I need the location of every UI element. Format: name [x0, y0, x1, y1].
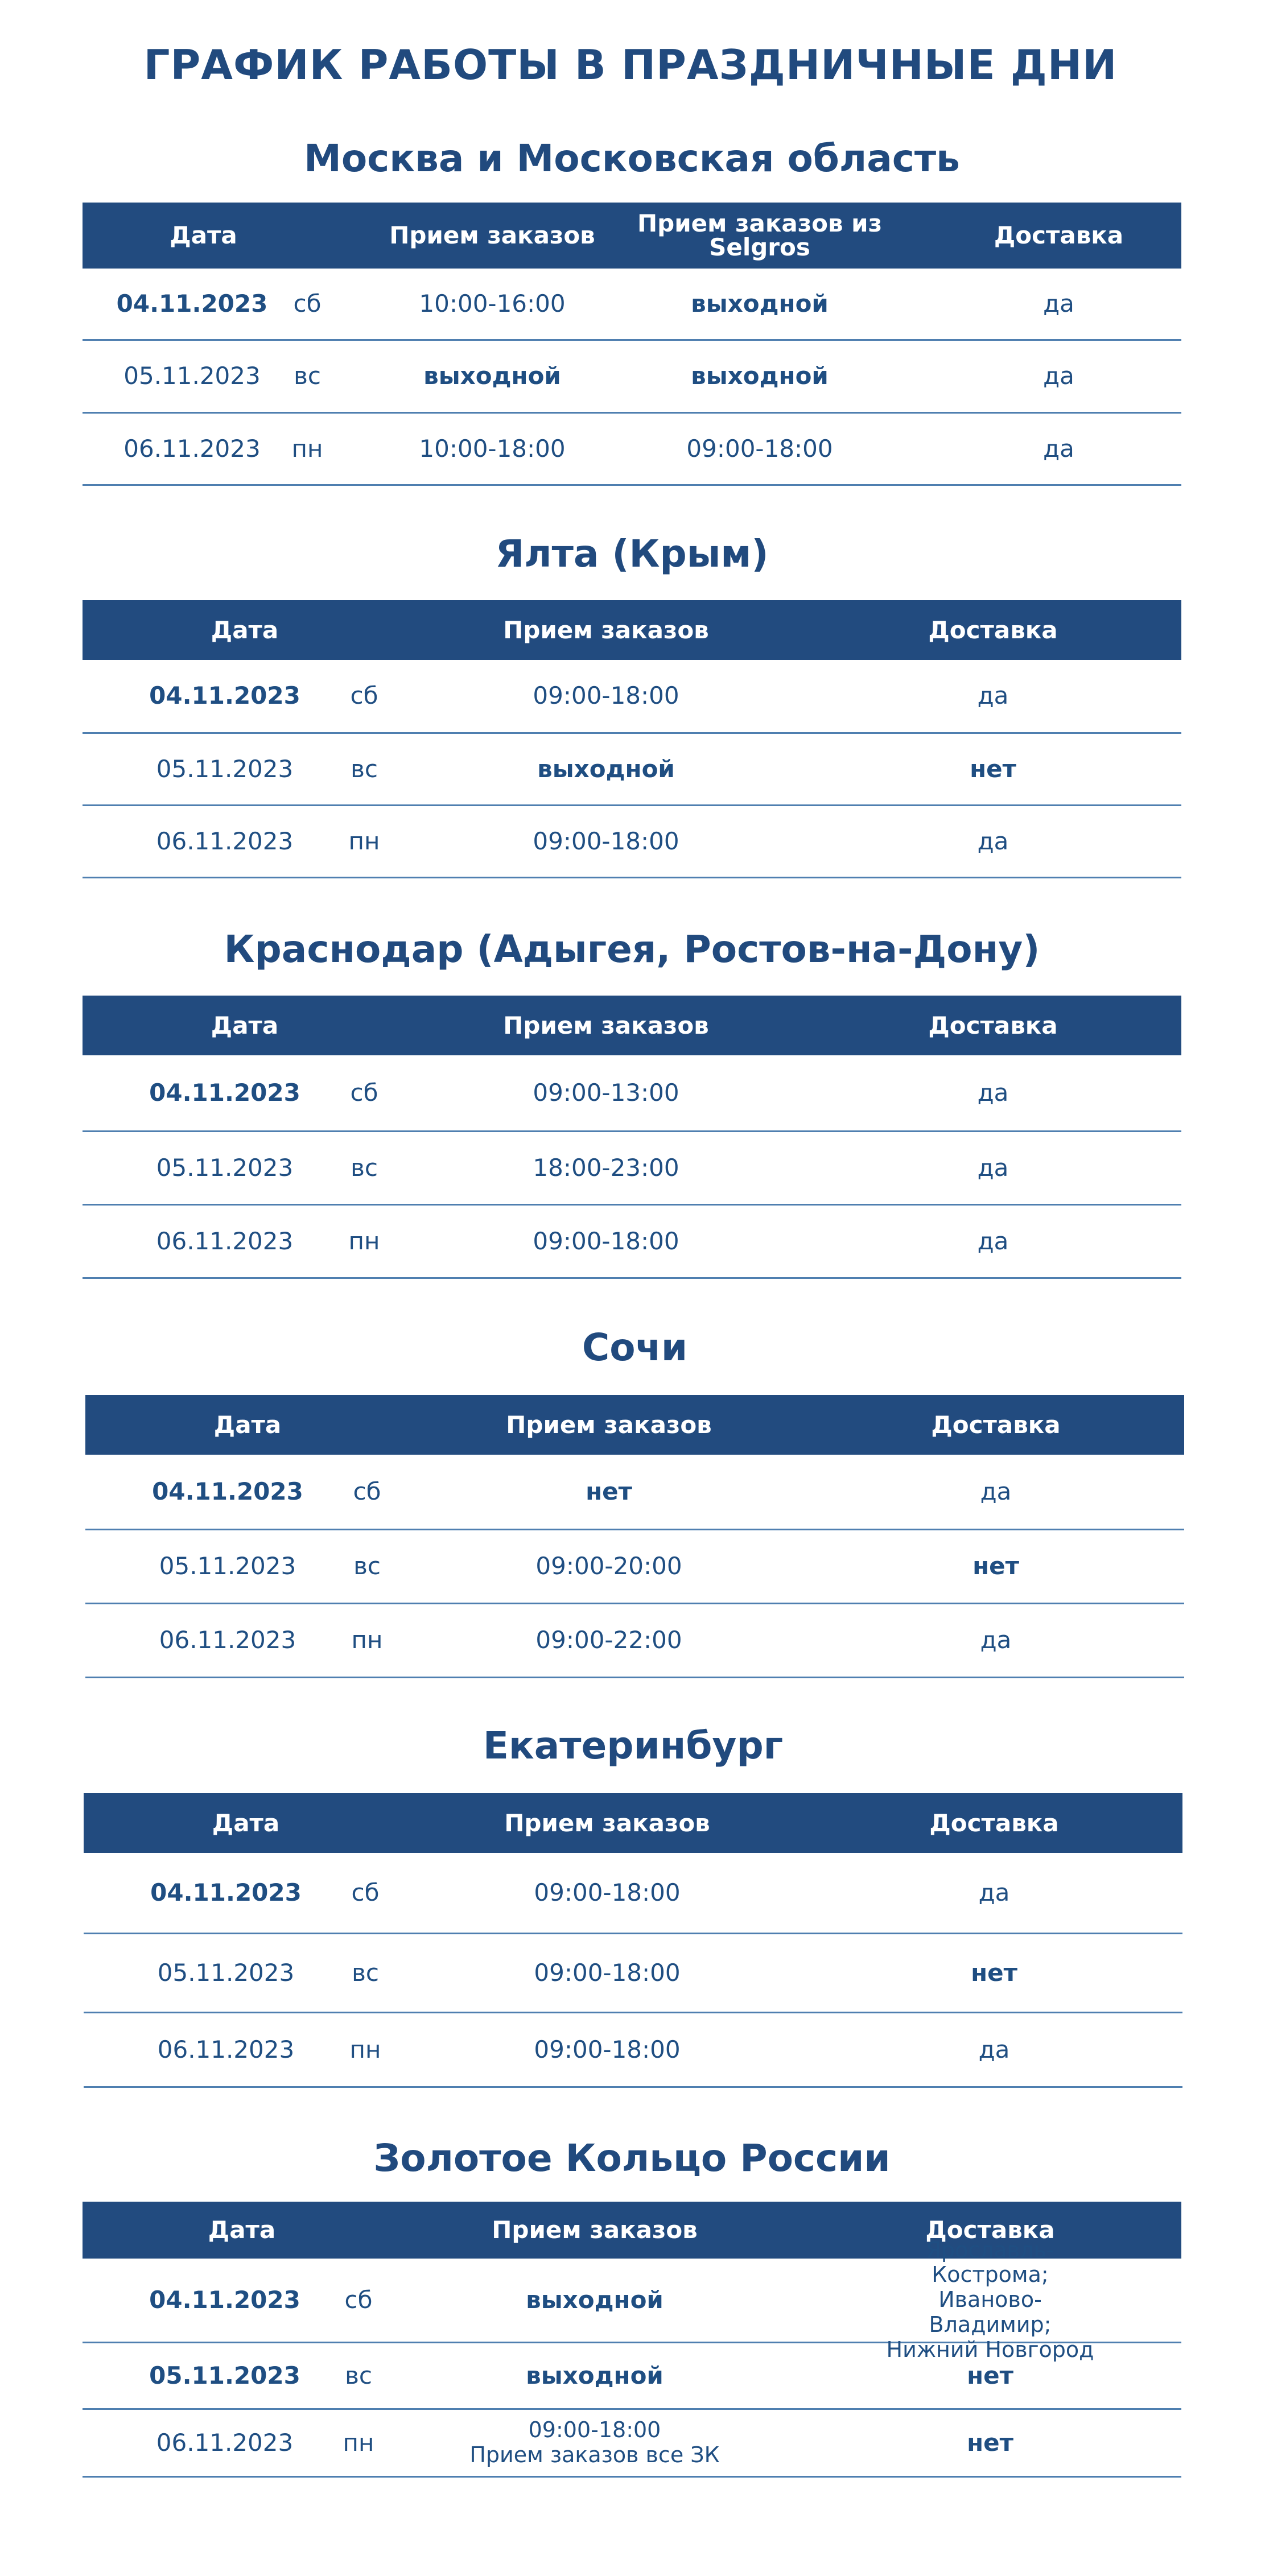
cell-orders: 10:00-16:00: [419, 289, 566, 317]
section-title: Москва и Московская область: [304, 137, 960, 180]
header-delivery: Доставка: [931, 1410, 1061, 1439]
header-date: Дата: [213, 1410, 282, 1439]
header-orders: Прием заказов: [389, 221, 595, 249]
cell-date: 05.11.2023: [149, 2361, 300, 2389]
cell-day: сб: [344, 2285, 373, 2314]
section-golden-ring: [83, 2131, 1181, 2483]
section-title: Сочи: [582, 1326, 688, 1369]
section-title: Золотое Кольцо России: [373, 2136, 891, 2180]
cell-date: 06.11.2023: [157, 2035, 295, 2063]
cell-orders: 09:00-13:00: [533, 1078, 679, 1107]
cell-day: сб: [350, 682, 378, 710]
table-row: [84, 1853, 1182, 1934]
table-row: [83, 1055, 1181, 1132]
cell-orders: выходной: [526, 2361, 664, 2389]
cell-delivery: да: [1043, 362, 1074, 390]
cell-orders: 09:00-18:00: [533, 682, 679, 710]
table-row: [84, 1934, 1182, 2013]
table-row: [84, 2013, 1182, 2088]
cell-date: 04.11.2023: [116, 289, 268, 317]
cell-delivery: да: [978, 1878, 1010, 1906]
cell-orders: 09:00-20:00: [535, 1552, 682, 1580]
header-delivery: Доставка: [929, 1809, 1059, 1837]
header-orders: Прием заказов: [503, 1011, 709, 1039]
cell-orders: [441, 2410, 748, 2476]
table-row: [83, 1132, 1181, 1206]
table-row: [85, 1530, 1184, 1604]
table-row: [83, 269, 1181, 341]
cell-delivery: нет: [967, 2428, 1013, 2457]
header-delivery: Доставка: [925, 2216, 1055, 2244]
table-header: [83, 600, 1181, 660]
cell-delivery: да: [1043, 289, 1074, 317]
table-header: [83, 996, 1181, 1055]
header-date: Дата: [211, 1011, 279, 1039]
table-row: [85, 1604, 1184, 1678]
cell-orders: 09:00-18:00: [533, 1227, 679, 1255]
section-yalta: [83, 526, 1181, 882]
table-header: [83, 203, 1181, 269]
cell-delivery: да: [980, 1626, 1012, 1654]
cell-orders: выходной: [526, 2285, 664, 2314]
cell-date: 06.11.2023: [156, 2428, 294, 2457]
section-title: Краснодар (Адыгея, Ростов-на-Дону): [224, 927, 1040, 971]
header-delivery: Доставка: [928, 1011, 1058, 1039]
cell-day: вс: [351, 754, 378, 783]
table-row: [83, 806, 1181, 878]
delivery-line: Нижний Новгород: [886, 2336, 1094, 2362]
table-row: [83, 734, 1181, 806]
cell-selgros: 09:00-18:00: [686, 434, 833, 463]
header-orders: Прием заказов: [504, 1809, 710, 1837]
cell-date: 04.11.2023: [152, 1477, 303, 1505]
cell-delivery: нет: [972, 1552, 1019, 1580]
cell-date: 04.11.2023: [150, 1878, 302, 1906]
table-row: [83, 2410, 1181, 2478]
cell-date: 06.11.2023: [156, 1227, 294, 1255]
cell-day: пн: [349, 2035, 381, 2063]
cell-delivery: да: [1043, 434, 1074, 463]
cell-day: пн: [348, 827, 380, 855]
cell-orders: 09:00-18:00: [534, 2035, 681, 2063]
cell-date: 04.11.2023: [149, 682, 300, 710]
cell-delivery: да: [980, 1477, 1012, 1505]
cell-orders: 10:00-18:00: [419, 434, 566, 463]
page-title: ГРАФИК РАБОТЫ В ПРАЗДНИЧНЫЕ ДНИ: [143, 41, 1118, 89]
cell-orders: 18:00-23:00: [533, 1153, 679, 1182]
cell-delivery: да: [977, 1078, 1009, 1107]
table-row: [83, 1206, 1181, 1279]
cell-date: 05.11.2023: [157, 1958, 295, 1987]
cell-date: 04.11.2023: [149, 2285, 300, 2314]
cell-delivery: нет: [967, 2361, 1013, 2389]
cell-delivery: да: [977, 827, 1009, 855]
header-orders: Прием заказов: [492, 2216, 698, 2244]
table-row: [83, 341, 1181, 414]
cell-day: пн: [351, 1626, 383, 1654]
header-delivery: Доставка: [928, 616, 1058, 644]
cell-date: 05.11.2023: [159, 1552, 296, 1580]
delivery-line: Иваново-Владимир;: [929, 2287, 1052, 2337]
header-date: Дата: [208, 2216, 276, 2244]
cell-day: вс: [294, 362, 321, 390]
cell-date: 05.11.2023: [123, 362, 261, 390]
cell-date: 04.11.2023: [149, 1078, 300, 1107]
cell-delivery: да: [978, 2035, 1010, 2063]
cell-day: сб: [351, 1878, 380, 1906]
header-date: Дата: [212, 1809, 280, 1837]
cell-date: 06.11.2023: [159, 1626, 296, 1654]
cell-day: вс: [352, 1958, 379, 1987]
header-date: Дата: [170, 221, 237, 249]
table-row: [85, 1455, 1184, 1530]
section-moscow: [83, 131, 1181, 484]
cell-day: сб: [350, 1078, 378, 1107]
section-sochi: [85, 1320, 1184, 1684]
cell-day: вс: [345, 2361, 372, 2389]
section-krasnodar: [83, 922, 1181, 1283]
table-row: [83, 2237, 1181, 2362]
cell-orders: 09:00-22:00: [535, 1626, 682, 1654]
table-row: [83, 414, 1181, 486]
cell-day: сб: [293, 289, 322, 317]
cell-delivery: да: [977, 1153, 1009, 1182]
cell-delivery: нет: [970, 754, 1016, 783]
header-delivery: Доставка: [994, 221, 1124, 249]
section-title: Ялта (Крым): [495, 532, 769, 576]
orders-line: Прием заказов все ЗК: [469, 2442, 720, 2467]
cell-delivery: [879, 2237, 1101, 2362]
cell-orders: нет: [586, 1477, 632, 1505]
cell-day: пн: [348, 1227, 380, 1255]
cell-day: вс: [351, 1153, 378, 1182]
cell-delivery: да: [977, 682, 1009, 710]
cell-delivery: нет: [971, 1958, 1017, 1987]
header-selgros: Прием заказов из Selgros: [637, 209, 882, 261]
cell-orders: выходной: [423, 362, 561, 390]
table-header: [85, 1395, 1184, 1455]
table-row: [83, 2343, 1181, 2410]
section-title: Екатеринбург: [483, 1724, 784, 1768]
header-orders: Прием заказов: [506, 1410, 712, 1439]
cell-orders: 09:00-18:00: [533, 827, 679, 855]
cell-day: пн: [343, 2428, 374, 2457]
header-date: Дата: [211, 616, 279, 644]
cell-day: вс: [353, 1552, 381, 1580]
table-header: [84, 1793, 1182, 1853]
cell-date: 06.11.2023: [123, 434, 261, 463]
cell-selgros: выходной: [691, 362, 829, 390]
table-row: [83, 660, 1181, 734]
orders-line: 09:00-18:00: [528, 2417, 661, 2443]
header-orders: Прием заказов: [503, 616, 709, 644]
cell-orders: выходной: [537, 754, 675, 783]
cell-date: 06.11.2023: [156, 827, 294, 855]
cell-selgros: выходной: [691, 289, 829, 317]
cell-day: пн: [291, 434, 323, 463]
cell-date: 05.11.2023: [156, 1153, 294, 1182]
cell-day: сб: [353, 1477, 381, 1505]
cell-delivery: да: [977, 1227, 1009, 1255]
delivery-line: Ярославль-Кострома;: [926, 2237, 1054, 2288]
cell-date: 05.11.2023: [156, 754, 294, 783]
cell-orders: 09:00-18:00: [534, 1958, 681, 1987]
section-yekaterinburg: [84, 1718, 1182, 2094]
cell-orders: 09:00-18:00: [534, 1878, 681, 1906]
